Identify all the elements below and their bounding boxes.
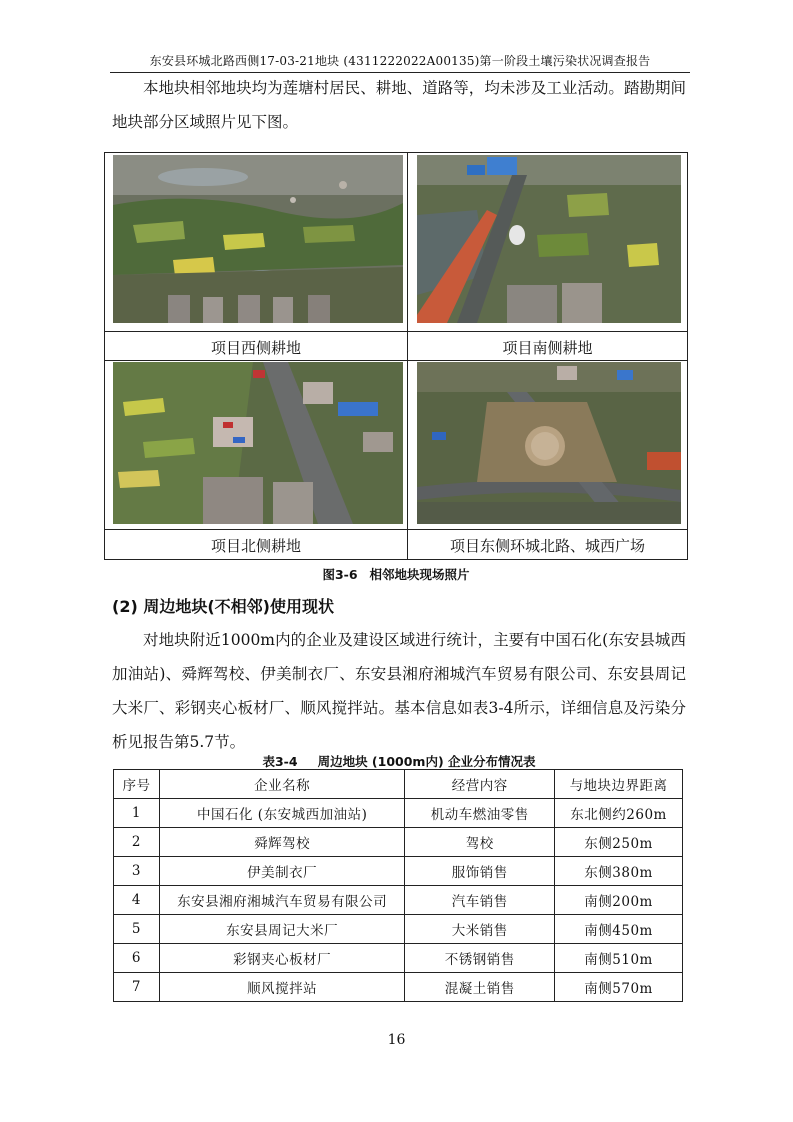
cell-business: 服饰销售 <box>405 857 555 886</box>
enterprise-table <box>113 769 683 1002</box>
cell-distance: 南侧200m <box>555 886 683 915</box>
cell-company: 顺风搅拌站 <box>159 973 405 1002</box>
cell-index: 2 <box>114 828 160 857</box>
table-row <box>114 828 683 857</box>
table-row <box>114 799 683 828</box>
cell-company: 伊美制衣厂 <box>159 857 405 886</box>
column-header: 与地块边界距离 <box>555 770 683 799</box>
photo-east-road-square <box>417 362 681 524</box>
page-number: 16 <box>387 1032 406 1048</box>
table-caption <box>112 752 686 770</box>
cell-company: 舜辉驾校 <box>159 828 405 857</box>
photo-north-farmland <box>113 362 403 524</box>
cell-business: 汽车销售 <box>405 886 555 915</box>
cell-distance: 东侧250m <box>555 828 683 857</box>
section-heading: (2) 周边地块(不相邻)使用现状 <box>112 597 334 616</box>
cell-index: 4 <box>114 886 160 915</box>
cell-business: 不锈钢销售 <box>405 944 555 973</box>
cell-business: 大米销售 <box>405 915 555 944</box>
cell-index: 6 <box>114 944 160 973</box>
cell-distance: 东北侧约260m <box>555 799 683 828</box>
figure-caption <box>104 565 688 583</box>
table-title: 周边地块 (1000m内) 企业分布情况表 <box>317 754 536 769</box>
table-row <box>114 857 683 886</box>
cell-company: 中国石化 (东安城西加油站) <box>159 799 405 828</box>
cell-index: 7 <box>114 973 160 1002</box>
photo-grid <box>104 152 688 560</box>
cell-company: 彩钢夹心板材厂 <box>159 944 405 973</box>
table-header-row <box>114 770 683 799</box>
intro-paragraph: 本地块相邻地块均为莲塘村居民、耕地、道路等，均未涉及工业活动。踏勘期间地块部分区域照片见下图。 <box>112 79 686 131</box>
figure-number: 图3-6 <box>322 567 358 582</box>
column-header: 序号 <box>114 770 160 799</box>
cell-business: 混凝土销售 <box>405 973 555 1002</box>
photo-caption-west: 项目西侧耕地 <box>210 338 301 357</box>
page-header: 东安县环城北路西侧17-03-21地块 (4311222022A00135)第一阶段土壤污染状况调查报告 <box>149 54 651 68</box>
cell-index: 5 <box>114 915 160 944</box>
cell-index: 1 <box>114 799 160 828</box>
table-row <box>114 886 683 915</box>
cell-index: 3 <box>114 857 160 886</box>
table-row <box>114 915 683 944</box>
cell-distance: 南侧510m <box>555 944 683 973</box>
column-header: 经营内容 <box>405 770 555 799</box>
cell-business: 驾校 <box>405 828 555 857</box>
table-row <box>114 973 683 1002</box>
cell-distance: 东侧380m <box>555 857 683 886</box>
cell-distance: 南侧570m <box>555 973 683 1002</box>
figure-title: 相邻地块现场照片 <box>369 567 470 582</box>
cell-business: 机动车燃油零售 <box>405 799 555 828</box>
cell-company: 东安县周记大米厂 <box>159 915 405 944</box>
photo-caption-south: 项目南侧耕地 <box>502 338 593 357</box>
table-number: 表3-4 <box>262 754 298 769</box>
photo-caption-north: 项目北侧耕地 <box>210 536 301 555</box>
cell-distance: 南侧450m <box>555 915 683 944</box>
table-row <box>114 944 683 973</box>
cell-company: 东安县湘府湘城汽车贸易有限公司 <box>159 886 405 915</box>
photo-south-farmland <box>417 155 681 323</box>
photo-caption-east: 项目东侧环城北路、城西广场 <box>449 536 645 555</box>
column-header: 企业名称 <box>159 770 405 799</box>
body-paragraph: 对地块附近1000m内的企业及建设区域进行统计，主要有中国石化(东安县城西加油站)、舜辉驾校、伊美制衣厂、东安县湘府湘城汽车贸易有限公司、东安县周记大米厂、彩钢夹心板材厂、顺风搅拌站。基本信息如表3-4所示，详细信息及污染分析见报告第5.7节。 <box>112 631 686 751</box>
photo-west-farmland <box>113 155 403 323</box>
